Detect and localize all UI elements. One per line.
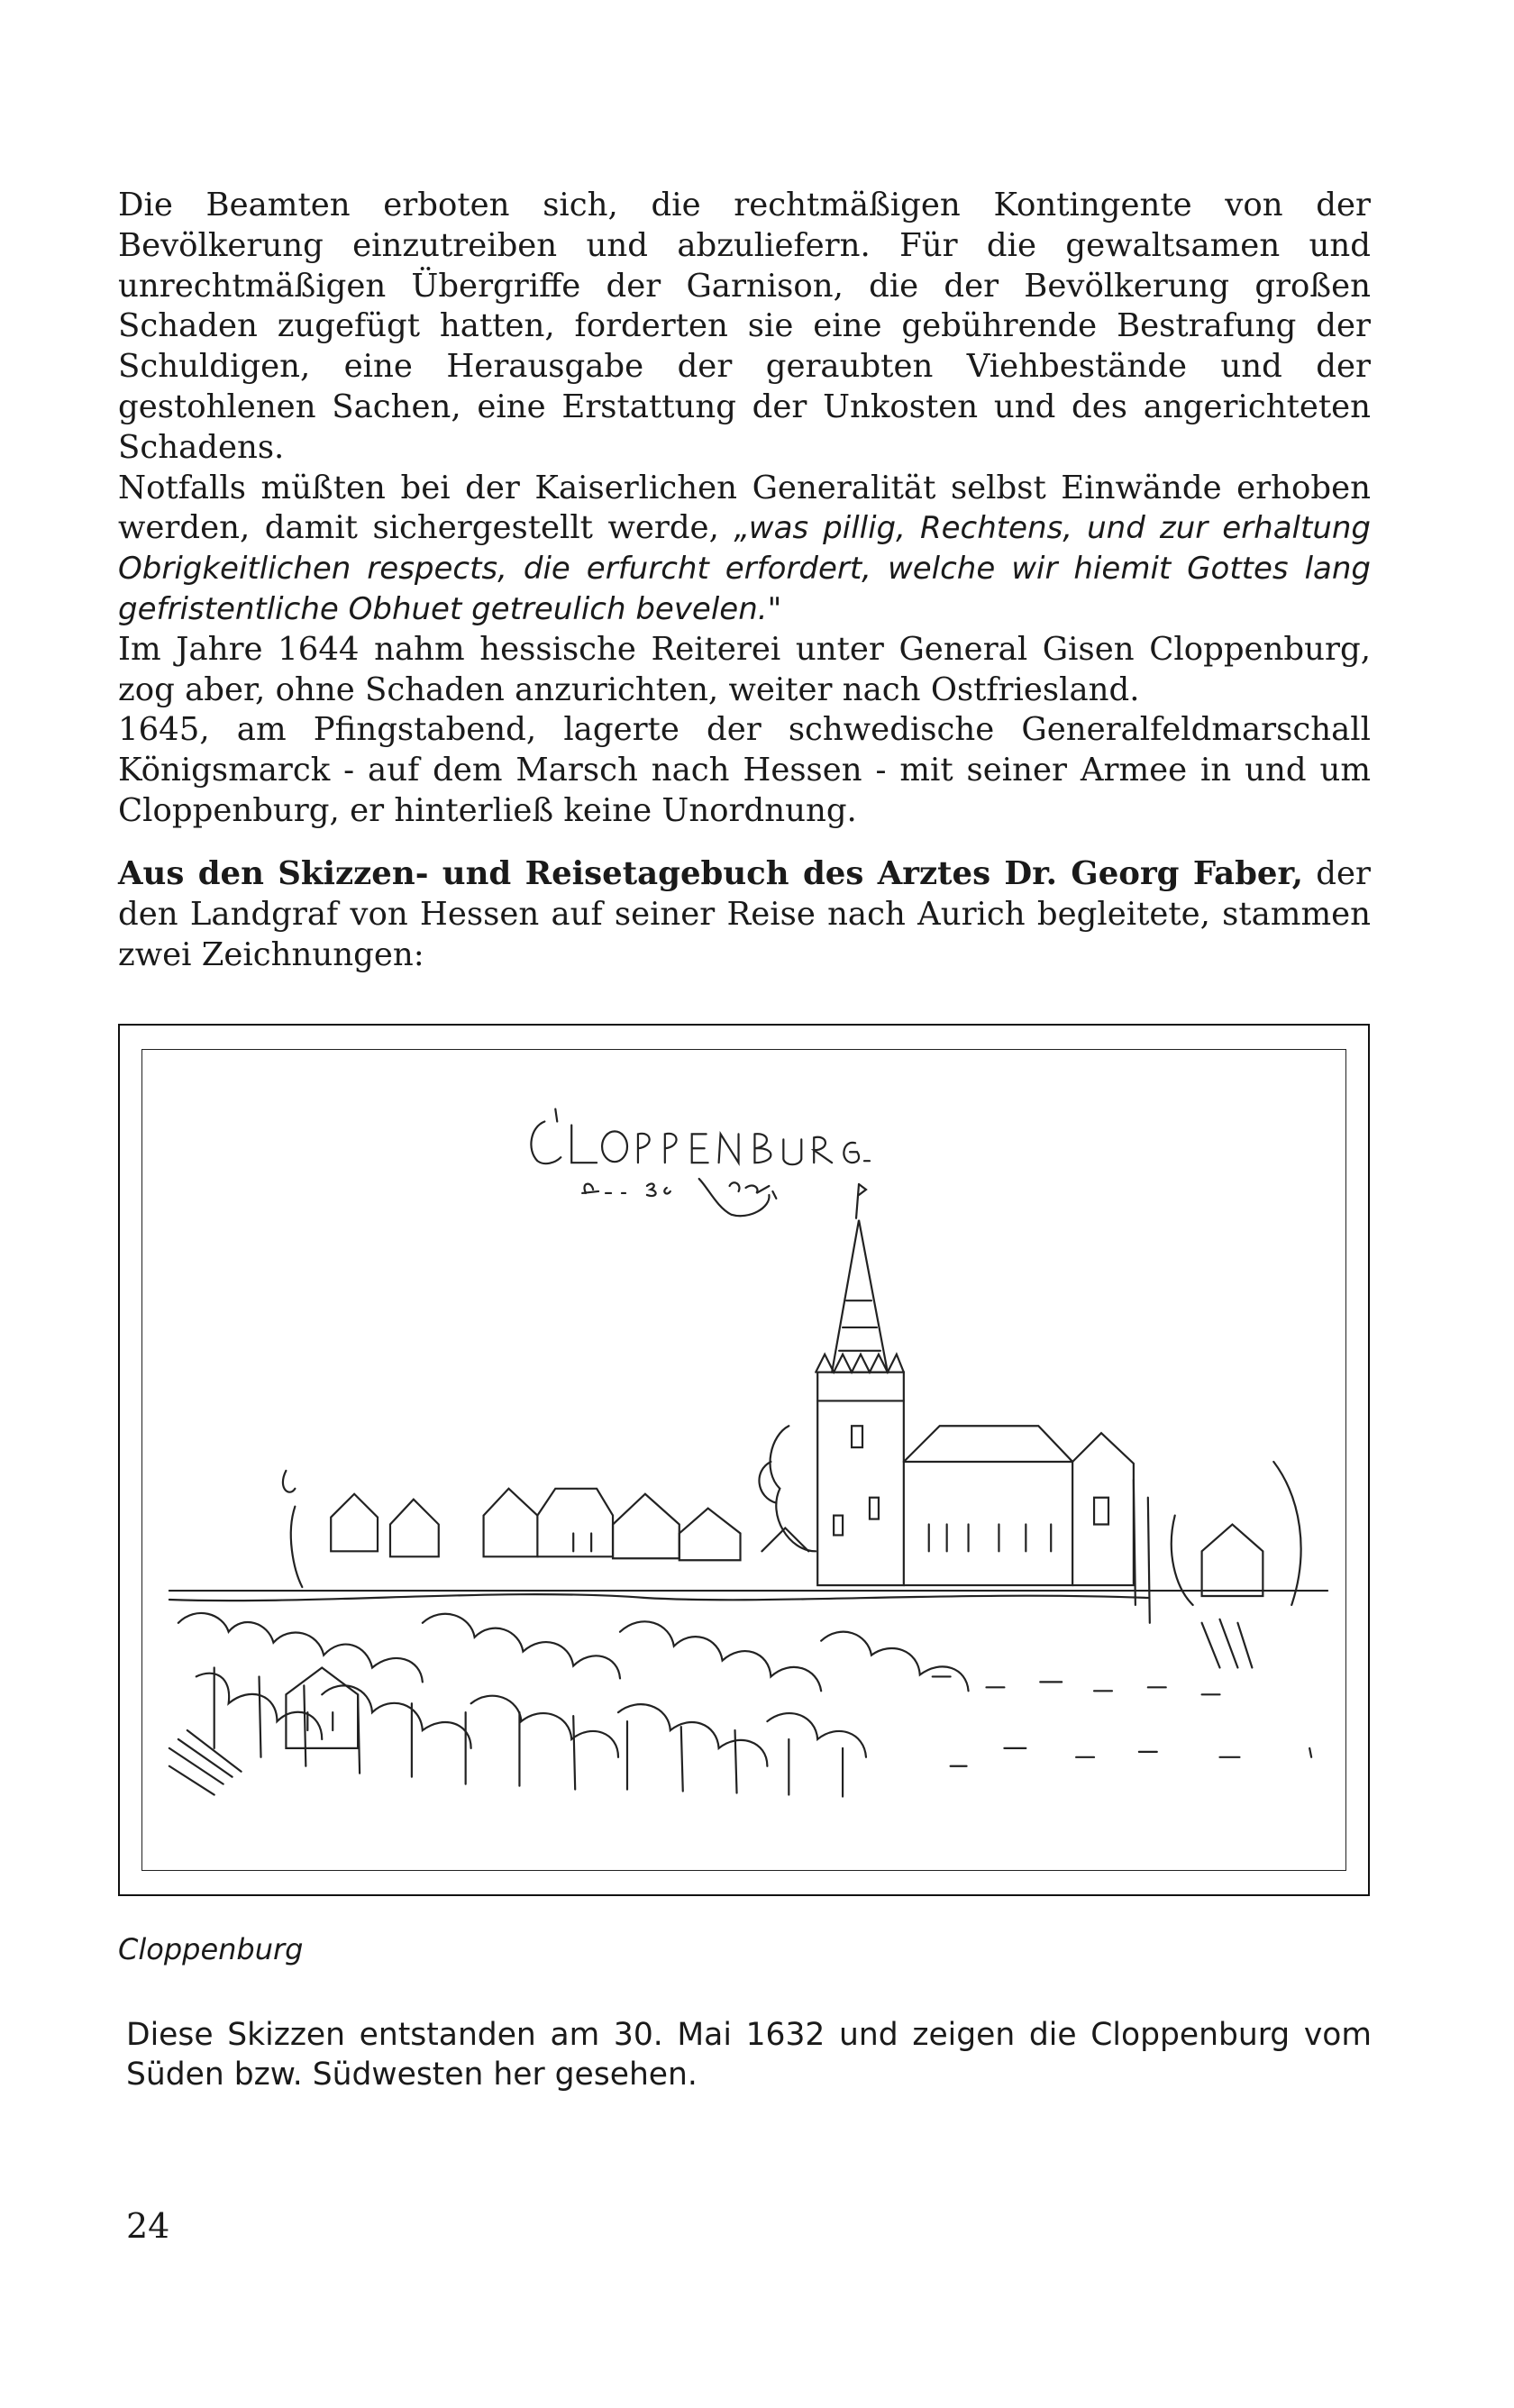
paragraph-2-lead: Notfalls müßten bei der Kaiserlichen Generalität selbst Einwände erhoben werden, damit sichergestellt werde, bbox=[118, 469, 1371, 547]
figure-intro-rest: der den Landgraf von Hessen auf seiner Reise nach Aurich begleitete, stammen zwei Zeichnungen: bbox=[118, 855, 1371, 973]
paragraph-3: Im Jahre 1644 nahm hessische Reiterei unter General Gisen Cloppenburg, zog aber, ohne Schaden anzurichten, weiter nach Ostfriesland. bbox=[118, 630, 1371, 708]
figure-intro-paragraph bbox=[118, 854, 1371, 975]
sketch-image bbox=[141, 1049, 1346, 1871]
figure-intro bbox=[118, 854, 1371, 975]
sketch-figure bbox=[118, 1024, 1370, 1896]
historical-quote: „was pillig, Rechtens, und zur erhaltung Obrigkeitlichen respects, die erfurcht erfordert, welche wir hiemit Gottes lang gefristentliche Obhuet getreulich bevelen." bbox=[118, 510, 1371, 627]
paragraph-1: Die Beamten erboten sich, die rechtmäßigen Kontingente von der Bevölkerung einzutreiben und abzuliefern. Für die gewaltsamen und unrechtmäßigen Übergriffe der Garnison, die der Bevölkerung großen Schaden zugefügt hatten, forderten sie eine gebührende Bestrafung der Schuldigen, eine Herausgabe der geraubten Viehbestände und der gestohlenen Sachen, eine Erstattung der Unkosten und des angerichteten Schadens. bbox=[118, 187, 1371, 466]
page-number: 24 bbox=[126, 2206, 170, 2246]
paragraph-2 bbox=[118, 469, 1371, 630]
figure-caption: Cloppenburg bbox=[118, 1932, 304, 1966]
paragraph-4: 1645, am Pfingstabend, lagerte der schwedische Generalfeldmarschall Königsmarck - auf dem Marsch nach Hessen - mit seiner Armee in und um Cloppenburg, er hinterließ keine Unordnung. bbox=[118, 711, 1371, 829]
closing-paragraph: Diese Skizzen entstanden am 30. Mai 1632 und zeigen die Cloppenburg vom Süden bzw. Südwesten her gesehen. bbox=[126, 2017, 1372, 2093]
cloppenburg-sketch-drawing bbox=[142, 1050, 1345, 1870]
figure-intro-bold: Aus den Skizzen- und Reisetagebuch des Arztes Dr. Georg Faber, bbox=[118, 855, 1303, 892]
body-text bbox=[118, 186, 1371, 832]
